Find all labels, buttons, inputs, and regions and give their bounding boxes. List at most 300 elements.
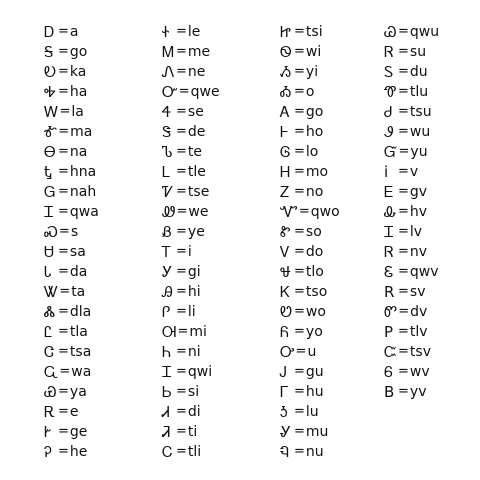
syllable-value: tsv	[409, 344, 431, 360]
syllable-entry	[44, 242, 99, 262]
syllable-value: s	[70, 224, 79, 240]
equals-sign: =	[294, 44, 305, 59]
syllable-entry	[44, 62, 99, 82]
syllable-value: lu	[305, 404, 319, 420]
syllable-value: e	[69, 404, 79, 420]
cherokee-glyph: Ꮖ	[162, 363, 172, 381]
syllable-entry	[384, 222, 439, 242]
syllable-value: qwi	[187, 364, 213, 380]
syllable-entry	[162, 342, 220, 362]
syllable-entry	[384, 342, 439, 362]
equals-sign: =	[177, 324, 189, 339]
syllable-value: na	[69, 144, 88, 160]
equals-sign: =	[176, 24, 187, 39]
cherokee-glyph: Ꮔ	[280, 443, 290, 461]
syllable-value: ha	[69, 84, 88, 100]
cherokee-glyph: Ꭾ	[44, 443, 52, 461]
cherokee-glyph: Ꮢ	[384, 43, 394, 61]
syllable-entry	[280, 122, 340, 142]
syllable-value: tle	[187, 164, 206, 180]
syllable-entry	[280, 142, 340, 162]
syllable-value: wu	[409, 124, 431, 140]
equals-sign: =	[294, 444, 305, 459]
equals-sign: =	[176, 144, 187, 159]
syllable-value: gi	[187, 264, 201, 280]
equals-sign: =	[294, 304, 305, 319]
cherokee-glyph: Ꮏ	[44, 163, 53, 181]
equals-sign: =	[176, 44, 187, 59]
equals-sign: =	[294, 404, 305, 419]
syllable-value: yi	[305, 64, 319, 80]
cherokee-glyph: Ꭲ	[162, 243, 172, 261]
syllable-entry	[44, 342, 99, 362]
syllable-entry	[44, 362, 99, 382]
cherokee-glyph: Ꮿ	[44, 383, 57, 401]
equals-sign: =	[398, 224, 409, 239]
syllable-entry	[162, 402, 220, 422]
syllable-entry	[44, 282, 99, 302]
cherokee-glyph: Ꮂ	[384, 203, 397, 221]
equals-sign: =	[176, 104, 187, 119]
syllable-entry	[162, 222, 220, 242]
cherokee-glyph: Ꮺ	[162, 203, 176, 221]
syllable-value: tso	[305, 284, 328, 300]
syllable-entry	[280, 322, 340, 342]
cherokee-glyph: Ᏺ	[280, 323, 290, 341]
equals-sign: =	[59, 364, 71, 379]
syllable-value: go	[305, 104, 324, 120]
equals-sign: =	[294, 324, 305, 339]
cherokee-glyph: Ꮳ	[44, 343, 55, 361]
syllable-entry	[384, 362, 439, 382]
syllable-value: hv	[409, 204, 428, 220]
syllable-entry	[280, 202, 340, 222]
syllable-value: ta	[71, 284, 86, 300]
syllable-value: ye	[187, 224, 205, 240]
syllable-value: qwu	[409, 24, 440, 40]
equals-sign: =	[294, 224, 305, 239]
syllable-value: do	[305, 244, 324, 260]
cherokee-glyph: R	[384, 283, 395, 301]
syllable-entry	[162, 262, 220, 282]
equals-sign: =	[176, 204, 188, 219]
cherokee-glyph: Ꮯ	[162, 443, 173, 461]
syllable-entry	[384, 82, 439, 102]
syllable-value: o	[305, 84, 315, 100]
equals-sign: =	[294, 184, 305, 199]
syllable-entry	[44, 82, 99, 102]
equals-sign: =	[294, 124, 305, 139]
cherokee-glyph: Ꭴ	[280, 343, 295, 361]
syllable-value: me	[187, 44, 211, 60]
syllable-entry	[44, 442, 99, 462]
cherokee-glyph: Ꮕ	[162, 83, 178, 101]
syllable-value: qwa	[69, 204, 99, 220]
cherokee-glyph: Ꮨ	[162, 423, 171, 441]
cherokee-glyph: Ᏹ	[280, 63, 292, 81]
equals-sign: =	[398, 264, 409, 279]
syllable-value: tla	[69, 324, 88, 340]
syllable-value: si	[187, 384, 200, 400]
syllable-entry	[280, 402, 340, 422]
equals-sign: =	[294, 384, 305, 399]
equals-sign: =	[58, 324, 69, 339]
equals-sign: =	[58, 224, 70, 239]
equals-sign: =	[58, 44, 69, 59]
cherokee-glyph: Ꭰ	[44, 23, 55, 41]
equals-sign: =	[398, 104, 409, 119]
equals-sign: =	[294, 104, 305, 119]
equals-sign: =	[58, 124, 70, 139]
cherokee-glyph: Ꮣ	[44, 263, 52, 281]
syllable-value: tli	[187, 444, 202, 460]
syllable-value: ya	[69, 384, 87, 400]
equals-sign: =	[176, 424, 187, 439]
cherokee-glyph: Ꮢ	[384, 243, 394, 261]
syllable-value: tlv	[409, 324, 428, 340]
syllable-value: u	[307, 344, 317, 360]
syllable-entry	[384, 42, 439, 62]
equals-sign: =	[398, 324, 409, 339]
syllable-entry	[162, 102, 220, 122]
cherokee-glyph: Ꮽ	[384, 123, 394, 141]
equals-sign: =	[294, 64, 305, 79]
syllable-entry	[384, 142, 439, 162]
cherokee-glyph: Ꮁ	[280, 383, 289, 401]
equals-sign: =	[176, 64, 187, 79]
syllabary-column	[280, 22, 340, 462]
cherokee-glyph: Ꮒ	[162, 343, 172, 361]
syllable-entry	[280, 282, 340, 302]
equals-sign: =	[398, 284, 409, 299]
syllable-value: tsa	[69, 344, 92, 360]
syllable-value: he	[69, 444, 88, 460]
syllable-entry	[280, 302, 340, 322]
syllable-value: lo	[305, 144, 319, 160]
cherokee-glyph: Ꮆ	[280, 143, 291, 161]
syllable-value: dv	[410, 304, 428, 320]
cherokee-glyph: Ꮠ	[162, 23, 170, 41]
syllable-value: nv	[409, 244, 428, 260]
cherokee-glyph: Ꭽ	[44, 83, 56, 101]
equals-sign: =	[58, 304, 69, 319]
syllable-value: tsu	[409, 104, 432, 120]
syllable-entry	[280, 442, 340, 462]
equals-sign: =	[398, 304, 410, 319]
equals-sign: =	[178, 84, 190, 99]
cherokee-glyph: Ꮥ	[162, 123, 172, 141]
cherokee-glyph: Ꮝ	[44, 223, 58, 241]
equals-sign: =	[176, 124, 187, 139]
cherokee-glyph: Ꮖ	[384, 223, 394, 241]
syllable-value: i	[187, 244, 192, 260]
syllable-value: mu	[305, 424, 329, 440]
cherokee-glyph: Ꮼ	[280, 303, 293, 321]
equals-sign: =	[59, 284, 71, 299]
syllable-entry	[162, 62, 220, 82]
cherokee-glyph: Ꮻ	[280, 43, 292, 61]
equals-sign: =	[294, 24, 305, 39]
syllable-entry	[162, 42, 220, 62]
syllable-entry	[280, 22, 340, 42]
cherokee-glyph: Ꮀ	[280, 123, 288, 141]
syllable-entry	[280, 42, 340, 62]
syllable-value: tsi	[305, 24, 323, 40]
cherokee-glyph: Ꮎ	[44, 143, 56, 161]
syllable-value: se	[187, 104, 204, 120]
syllable-value: ne	[187, 64, 206, 80]
syllable-value: tse	[187, 184, 210, 200]
syllable-entry	[280, 162, 340, 182]
equals-sign: =	[398, 124, 409, 139]
syllable-entry	[44, 382, 99, 402]
syllable-value: wi	[305, 44, 322, 60]
syllable-entry	[162, 182, 220, 202]
equals-sign: =	[58, 424, 69, 439]
cherokee-glyph: Ꮪ	[384, 63, 394, 81]
syllable-value: la	[71, 104, 84, 120]
syllable-value: dla	[69, 304, 92, 320]
equals-sign: =	[294, 284, 305, 299]
cherokee-glyph: Ꮛ	[384, 263, 394, 281]
syllable-entry	[384, 322, 439, 342]
cherokee-glyph: Ꮰ	[280, 263, 291, 281]
cherokee-glyph: Ꮙ	[280, 203, 298, 221]
syllable-entry	[44, 42, 99, 62]
equals-sign: =	[58, 244, 69, 259]
equals-sign: =	[58, 24, 69, 39]
equals-sign: =	[398, 204, 409, 219]
cherokee-glyph: Ꭻ	[280, 363, 287, 381]
syllable-entry	[384, 262, 439, 282]
syllable-entry	[384, 302, 439, 322]
syllable-entry	[162, 382, 220, 402]
equals-sign: =	[176, 164, 187, 179]
syllable-entry	[162, 302, 220, 322]
syllable-entry	[44, 142, 99, 162]
syllable-value: ho	[305, 124, 324, 140]
syllable-value: nah	[69, 184, 97, 200]
equals-sign: =	[58, 344, 69, 359]
syllable-value: hna	[69, 164, 97, 180]
syllable-entry	[384, 182, 439, 202]
cherokee-glyph: Ꭷ	[44, 63, 57, 81]
syllable-value: wv	[409, 364, 430, 380]
equals-sign: =	[58, 164, 69, 179]
cherokee-glyph: Ꮐ	[44, 183, 56, 201]
equals-sign: =	[398, 184, 409, 199]
equals-sign: =	[398, 244, 409, 259]
syllable-value: li	[187, 304, 196, 320]
syllable-value: qwv	[409, 264, 439, 280]
equals-sign: =	[176, 224, 187, 239]
equals-sign: =	[398, 144, 410, 159]
cherokee-glyph: Ꮶ	[280, 283, 291, 301]
cherokee-glyph: i	[384, 163, 389, 181]
syllabary-column	[44, 22, 99, 462]
syllable-entry	[44, 262, 99, 282]
syllable-entry	[162, 82, 220, 102]
equals-sign: =	[58, 204, 69, 219]
syllabary-column	[384, 22, 439, 402]
syllable-value: lv	[409, 224, 423, 240]
syllable-value: yo	[305, 324, 323, 340]
cherokee-glyph: Ꭹ	[162, 263, 173, 281]
syllable-entry	[162, 282, 220, 302]
cherokee-glyph: Ꮖ	[44, 203, 54, 221]
cherokee-glyph: Ꮸ	[384, 343, 397, 361]
syllable-value: so	[305, 224, 322, 240]
syllable-entry	[280, 362, 340, 382]
cherokee-glyph: Ꭱ	[44, 403, 56, 421]
syllable-value: yv	[409, 384, 427, 400]
cherokee-glyph: Ꮃ	[44, 103, 59, 121]
equals-sign: =	[294, 264, 305, 279]
syllable-entry	[280, 62, 340, 82]
equals-sign: =	[58, 404, 69, 419]
cherokee-glyph: Ꮜ	[44, 243, 55, 261]
syllable-value: du	[409, 64, 428, 80]
equals-sign: =	[59, 104, 71, 119]
syllable-value: ge	[69, 424, 88, 440]
syllable-entry	[384, 102, 439, 122]
syllable-value: su	[409, 44, 427, 60]
cherokee-glyph: Ꮓ	[280, 183, 290, 201]
equals-sign: =	[58, 64, 69, 79]
cherokee-glyph: Ꭳ	[280, 83, 292, 101]
syllable-value: sa	[69, 244, 86, 260]
syllable-entry	[384, 202, 439, 222]
equals-sign: =	[398, 24, 409, 39]
equals-sign: =	[176, 304, 187, 319]
cherokee-glyph: P	[384, 323, 394, 341]
syllable-entry	[384, 382, 439, 402]
cherokee-glyph: Ꮟ	[162, 383, 172, 401]
cherokee-glyph: Ꮡ	[280, 223, 291, 241]
syllable-entry	[44, 202, 99, 222]
equals-sign: =	[398, 384, 409, 399]
cherokee-glyph: Ꮫ	[384, 303, 398, 321]
cherokee-glyph: Ꮦ	[162, 143, 173, 161]
cherokee-glyph: Ꮍ	[280, 423, 291, 441]
syllable-entry	[280, 422, 340, 442]
syllable-entry	[44, 22, 99, 42]
equals-sign: =	[398, 364, 409, 379]
syllable-entry	[44, 422, 99, 442]
cherokee-glyph: Ᏸ	[162, 223, 172, 241]
equals-sign: =	[176, 404, 187, 419]
equals-sign: =	[58, 384, 69, 399]
syllabary-column	[162, 22, 220, 462]
cherokee-glyph: Ꮬ	[44, 303, 56, 321]
syllable-entry	[280, 102, 340, 122]
equals-sign: =	[294, 244, 305, 259]
syllable-entry	[162, 442, 220, 462]
syllable-entry	[162, 22, 220, 42]
syllable-entry	[384, 162, 439, 182]
syllable-value: wo	[305, 304, 326, 320]
cherokee-glyph: Ꭺ	[280, 103, 291, 121]
syllable-entry	[44, 222, 99, 242]
syllable-entry	[280, 182, 340, 202]
cherokee-glyph: Ꮷ	[384, 103, 393, 121]
syllable-entry	[44, 122, 99, 142]
syllable-value: wa	[71, 364, 92, 380]
equals-sign: =	[294, 424, 305, 439]
equals-sign: =	[398, 44, 409, 59]
syllable-value: da	[69, 264, 88, 280]
cherokee-glyph: Ꮱ	[384, 83, 397, 101]
syllable-entry	[384, 62, 439, 82]
syllable-entry	[162, 142, 220, 162]
syllable-value: ma	[70, 124, 93, 140]
syllable-entry	[280, 82, 340, 102]
equals-sign: =	[176, 244, 187, 259]
syllable-entry	[44, 162, 99, 182]
syllable-entry	[44, 402, 99, 422]
syllable-value: ni	[187, 344, 201, 360]
cherokee-glyph: Ꮮ	[162, 163, 171, 181]
equals-sign: =	[298, 204, 310, 219]
syllable-entry	[280, 222, 340, 242]
syllable-entry	[280, 382, 340, 402]
cherokee-glyph: Ꭿ	[162, 283, 173, 301]
syllable-entry	[384, 242, 439, 262]
equals-sign: =	[398, 64, 409, 79]
syllable-value: mi	[189, 324, 207, 340]
syllable-entry	[384, 22, 439, 42]
equals-sign: =	[294, 164, 305, 179]
equals-sign: =	[176, 184, 187, 199]
syllable-entry	[162, 122, 220, 142]
syllable-value: gu	[305, 364, 324, 380]
syllable-entry	[162, 362, 220, 382]
syllable-value: gv	[409, 184, 428, 200]
syllable-entry	[44, 182, 99, 202]
cherokee-glyph: Ꮭ	[44, 323, 53, 341]
syllable-entry	[162, 242, 220, 262]
syllable-value: v	[409, 164, 419, 180]
syllable-value: di	[187, 404, 201, 420]
cherokee-glyph: Ꭸ	[44, 423, 52, 441]
syllable-entry	[162, 202, 220, 222]
equals-sign: =	[294, 364, 305, 379]
syllable-entry	[280, 342, 340, 362]
equals-sign: =	[58, 144, 69, 159]
cherokee-glyph: Ꮞ	[162, 103, 172, 121]
equals-sign: =	[295, 344, 307, 359]
cherokee-glyph: Ꮚ	[384, 23, 397, 41]
syllable-entry	[280, 262, 340, 282]
syllable-entry	[44, 302, 99, 322]
equals-sign: =	[294, 144, 305, 159]
equals-sign: =	[58, 84, 69, 99]
syllable-entry	[280, 242, 340, 262]
equals-sign: =	[294, 84, 305, 99]
equals-sign: =	[176, 284, 187, 299]
cherokee-glyph: Ꮅ	[162, 303, 171, 321]
cherokee-glyph: Ꮊ	[162, 323, 177, 341]
equals-sign: =	[58, 184, 69, 199]
syllable-entry	[44, 102, 99, 122]
cherokee-glyph: Ꮧ	[162, 403, 170, 421]
syllable-value: yu	[410, 144, 428, 160]
cherokee-glyph: Ꮋ	[280, 163, 291, 181]
syllable-entry	[162, 322, 220, 342]
syllable-value: qwe	[190, 84, 220, 100]
syllable-value: go	[69, 44, 88, 60]
equals-sign: =	[176, 444, 187, 459]
